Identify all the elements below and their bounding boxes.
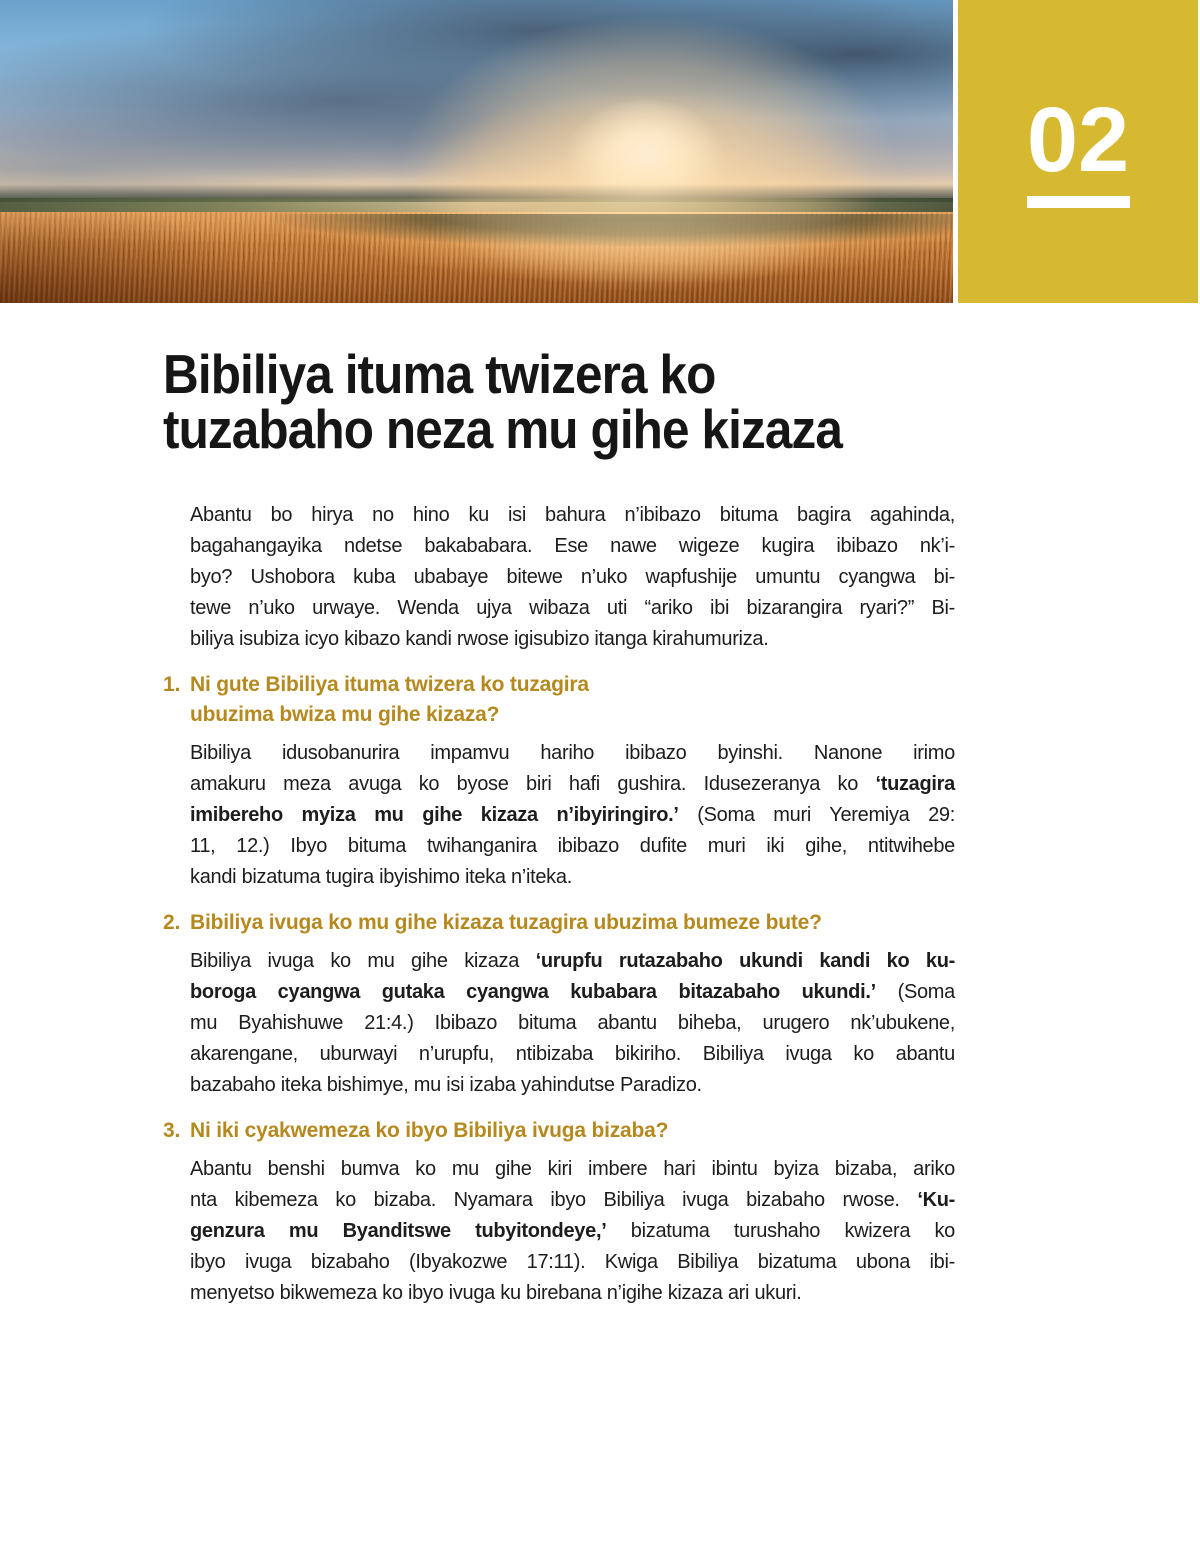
paragraph-line <box>190 1008 955 1039</box>
scripture-quote-bold-text: genzura mu Byanditswe tubyitondeye,’ <box>190 1220 607 1242</box>
scripture-quote-bold-text: ‘urupfu rutazabaho ukundi kandi ko ku- <box>535 950 955 972</box>
body-text: Bibiliya idusobanurira impamvu hariho ibibazo byinshi. Nanone irimo <box>190 742 955 764</box>
paragraph-line <box>190 1185 955 1216</box>
paragraph-line <box>190 946 955 977</box>
paragraph-line <box>190 624 955 655</box>
question-number: 1. <box>163 673 181 696</box>
question-heading-line: Bibiliya ivuga ko mu gihe kizaza tuzagira ubuzima bumeze bute? <box>190 911 822 934</box>
lesson-title <box>163 343 876 460</box>
body-text: bizatuma turushaho kwizera ko <box>606 1220 955 1242</box>
body-text: (Soma <box>875 981 955 1003</box>
lesson-title-line-1: Bibiliya ituma twizera ko <box>163 343 716 405</box>
scripture-quote-bold-text: imibereho myiza mu gihe kizaza n’ibyiringiro.’ <box>190 804 679 826</box>
paragraph-line <box>190 977 955 1008</box>
question-heading-line: Ni gute Bibiliya ituma twizera ko tuzagira <box>190 673 589 696</box>
body-text: byo? Ushobora kuba ubabaye bitewe n’uko wapfushije umuntu cyangwa bi- <box>190 566 955 588</box>
scripture-quote-bold-text: boroga cyangwa gutaka cyangwa kubabara bitazabaho ukundi.’ <box>190 981 876 1003</box>
paragraph-line <box>190 862 955 893</box>
answer-paragraph <box>190 1154 955 1309</box>
paragraph-line <box>190 593 955 624</box>
body-text: bagahangayika ndetse bakababara. Ese nawe wigeze kugira ibibazo nk’i- <box>190 535 955 557</box>
question-number: 2. <box>163 911 181 934</box>
body-text: Abantu bo hirya no hino ku isi bahura n’ibibazo bituma bagira agahinda, <box>190 504 955 526</box>
paragraph-line <box>190 1278 955 1309</box>
paragraph-line <box>190 1216 955 1247</box>
lesson-number: 02 <box>1026 89 1130 191</box>
body-text: nta kibemeza ko bizaba. Nyamara ibyo Bibiliya ivuga bizabaho rwose. <box>190 1189 918 1211</box>
paragraph-line <box>190 1154 955 1185</box>
scripture-quote-bold-text: ‘Ku- <box>917 1189 955 1211</box>
body-text: (Soma muri Yeremiya 29: <box>678 804 955 826</box>
body-text: ibyo ivuga bizabaho (Ibyakozwe 17:11). Kwiga Bibiliya bizatuma ubona ibi- <box>190 1251 955 1273</box>
paragraph-line <box>190 769 955 800</box>
lesson-question-section <box>163 1116 955 1309</box>
body-text: Abantu benshi bumva ko mu gihe kiri imbere hari ibintu byiza bizaba, ariko <box>190 1158 955 1180</box>
paragraph-line <box>190 1039 955 1070</box>
wheat-field-sunset-photo <box>0 0 953 303</box>
body-text: menyetso bikwemeza ko ibyo ivuga ku birebana n’igihe kizaza ari ukuri. <box>190 1282 802 1304</box>
scripture-quote-bold-text: ‘tuzagira <box>875 773 955 795</box>
question-heading-line: ubuzima bwiza mu gihe kizaza? <box>190 703 500 726</box>
body-text: bazabaho iteka bishimye, mu isi izaba yahindutse Paradizo. <box>190 1074 702 1096</box>
intro-paragraph <box>190 500 955 655</box>
paragraph-line <box>190 1070 955 1101</box>
paragraph-line <box>190 831 955 862</box>
answer-paragraph <box>190 738 955 893</box>
paragraph-line <box>190 738 955 769</box>
answer-paragraph <box>190 946 955 1101</box>
lesson-content <box>0 343 955 1309</box>
lesson-question-section <box>163 670 955 893</box>
page-header <box>0 0 1200 303</box>
body-text: kandi bizatuma tugira ibyishimo iteka n’iteka. <box>190 866 572 888</box>
body-text: 11, 12.) Ibyo bituma twihanganira ibibazo dufite muri iki gihe, ntitwihebe <box>190 835 955 857</box>
paragraph-line <box>190 562 955 593</box>
lesson-number-badge <box>958 0 1198 303</box>
question-heading <box>163 670 955 730</box>
body-text: biliya isubiza icyo kibazo kandi rwose igisubizo itanga kirahumuriza. <box>190 628 769 650</box>
paragraph-line <box>190 500 955 531</box>
question-heading <box>163 1116 955 1146</box>
body-text: Bibiliya ivuga ko mu gihe kizaza <box>190 950 536 972</box>
body-text: akarengane, uburwayi n’urupfu, ntibizaba bikiriho. Bibiliya ivuga ko abantu <box>190 1043 955 1065</box>
question-heading <box>163 908 955 938</box>
lesson-title-line-2: tuzabaho neza mu gihe kizaza <box>163 398 842 460</box>
question-sections <box>163 670 955 1309</box>
body-text: amakuru meza avuga ko byose biri hafi gushira. Idusezeranya ko <box>190 773 876 795</box>
paragraph-line <box>190 800 955 831</box>
lesson-question-section <box>163 908 955 1101</box>
lesson-number-underline <box>1027 196 1130 208</box>
body-text: tewe n’uko urwaye. Wenda ujya wibaza uti “ariko ibi bizarangira ryari?” Bi- <box>190 597 955 619</box>
paragraph-line <box>190 531 955 562</box>
question-heading-line: Ni iki cyakwemeza ko ibyo Bibiliya ivuga bizaba? <box>190 1119 669 1142</box>
question-number: 3. <box>163 1119 181 1142</box>
body-text: mu Byahishuwe 21:4.) Ibibazo bituma abantu biheba, urugero nk’ubukene, <box>190 1012 955 1034</box>
photo-treeline <box>267 214 953 246</box>
paragraph-line <box>190 1247 955 1278</box>
